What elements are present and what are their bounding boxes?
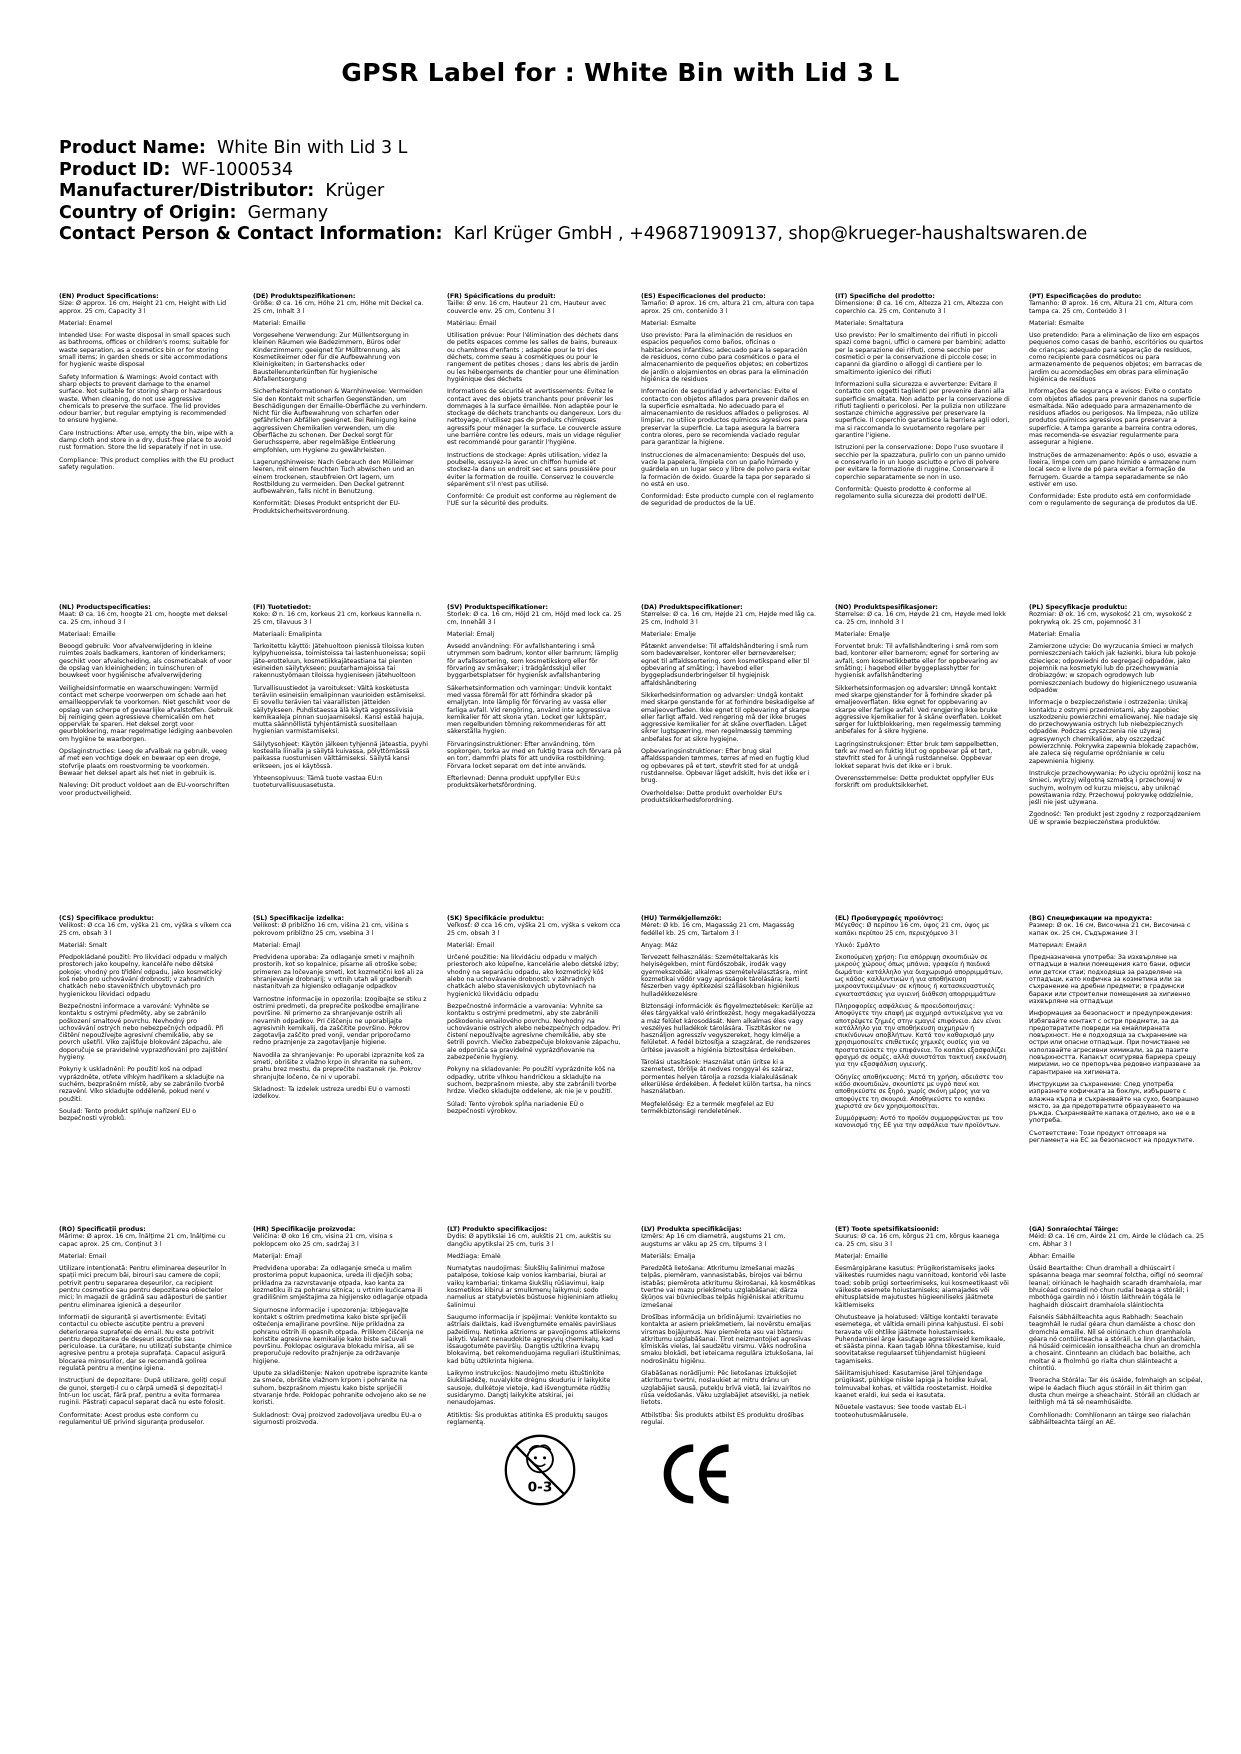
language-block-heading: (SL) Specifikacije izdelka: <box>253 915 345 922</box>
language-block-paragraph: Megfelelőség: Ez a termék megfelel az EU termékbiztonsági rendeletének. <box>641 1100 774 1115</box>
language-block-paragraph: Materiale: Emalje <box>835 630 890 638</box>
language-block-paragraph: Maat: Ø ca. 16 cm, hoogte 21 cm, hoogte met deksel ca. 25 cm, inhoud 3 l <box>59 611 228 626</box>
language-block-paragraph: Ohutusteave ja hoiatused: Vältige kontakti teravate esemetega, et vältida emaili pinna kahjustusi. Ei sobi teravate või ohtlike jäätmete hoiustamiseks. Puhendamisel ärge kasutage agressiivseid kemikaale, et säästa pinna. Kaan tagab lõhna tõkestamise, kuid soovitatakse regulaarset tühjendamist hügieeni tagamiseks. <box>835 1313 1006 1365</box>
ce-mark-icon <box>660 1440 736 1508</box>
language-block-paragraph: Dydis: Ø apytikslai 16 cm, aukštis 21 cm, aukštis su dangčiu apytikslai 25 cm, turis 3 l <box>447 1233 611 1248</box>
language-block-paragraph: Pokyny na skladovanie: Po použití vyprázdnite kôš na odpadky, utrite vlhkou handričkou a skladujte na suchom, bezprašnom mieste, aby ste zabránili tvorbe hrdze. Viečko skladujte oddelene, ak nie je v použití. <box>447 1066 617 1096</box>
language-block-paragraph: Informații de siguranță și avertismente: Evitați contactul cu obiecte ascuțite pentru a preveni deteriorarea suprafeței de email. Nu este potrivit pentru depozitarea de deșeuri ascuțite sau periculoase. La curățare, nu utilizați substanțe chimice agresive pentru a proteja suprafața. Capacul asigură blocarea mirosurilor, dar se recomandă golirea regulată pentru a menține igiena. <box>59 1313 232 1373</box>
language-block-paragraph: Instructions de stockage: Après utilisation, videz la poubelle, essuyez-la avec un chiffon humide et stockez-la dans un endroit sec et sans poussière pour éviter la formation de rouille. Conservez le couvercle séparément s'il n'est pas utilisé. <box>447 451 617 488</box>
language-block-paragraph: Material: Emaille <box>253 319 306 327</box>
language-block-heading: (GA) Sonraíochtaí Táirge: <box>1029 1226 1119 1233</box>
language-block-paragraph: Material: Enamel <box>59 319 113 327</box>
language-block-paragraph: Súlad: Tento výrobok spĺňa nariadenie EÚ o bezpečnosti výrobkov. <box>447 1100 584 1115</box>
language-block-paragraph: Utilisation prévue: Pour l'élimination des déchets dans de petits espaces comme les salles de bains, bureaux ou chambres d'enfants ; adaptée pour le tri des déchets, comme seau à cosmétiques ou pour le rangement de petites choses ; dans les abris de jardin ou les hébergements de chantier pour une élimination hygiénique des déchets <box>447 332 619 383</box>
language-block-paragraph: Koko: Ø n. 16 cm, korkeus 21 cm, korkeus kannella n. 25 cm, tilavuus 3 l <box>253 611 422 626</box>
language-block-paragraph: Materiál: Smalt <box>59 941 107 949</box>
language-block-paragraph: Sigurnosne informacije i upozorenja: Izbjegavajte kontakt s oštrim predmetima kako biste spriječili oštećenja emajlirane površine. Nije prikladna za pohranu oštrih ili opasnih otpada. Prilikom čišćenja ne koristite agresivne kemikalije kako biste sačuvali površinu. Poklopac osigurava blokadu mirisa, ali se preporučuje redovito pražnjenje za održavanje higijene. <box>253 1306 424 1365</box>
language-block-paragraph: Predviđena uporaba: Za odlaganje smeća u malim prostorima poput kupaonica, ureda ili dječjih soba; prikladna za razvrstavanje otpada, kao kanta za kozmetiku ili za pohranu sitnica; u vrtnim kućicama ili gradilišnim smještajima za higijensko odlaganje otpada <box>253 1265 428 1302</box>
language-row-3 <box>59 915 1204 1149</box>
language-block-paragraph: Izmērs: Ap 16 cm diametrā, augstums 21 cm, augstums ar vāku ap 25 cm, tilpums 3 l <box>641 1233 786 1248</box>
language-block <box>835 1226 1010 1431</box>
info-product-name <box>59 138 1201 160</box>
language-block-heading: (PL) Specyfikacje produktu: <box>1029 604 1128 611</box>
language-block <box>447 293 622 520</box>
language-block-paragraph: Størrelse: Ø ca. 16 cm, Højde 21 cm, Højde med låg ca. 25 cm, Indhold 3 l <box>641 611 816 626</box>
language-block-paragraph: Informacje o bezpieczeństwie i ostrzeżenia: Unikaj kontaktu z ostrymi przedmiotami, aby zapobiec uszkodzeniu powierzchni emaliowanej. Nie nadaje się do przechowywania ostrych lub niebezpiecznych odpadów. Podczas czyszczenia nie używaj agresywnych chemikaliów, aby oszczędzać powierzchnię. Pokrywka zapewnia blokadę zapachów, ale zaleca się regularne opróżnianie w celu zapewnienia higieny. <box>1029 699 1199 765</box>
language-block-paragraph: Overensstemmelse: Dette produktet oppfyller EUs forskrift om produktsikkerhet. <box>835 774 994 790</box>
language-block-heading: (HR) Specifikacije proizvoda: <box>253 1226 356 1233</box>
language-block-heading: (ES) Especificaciones del producto: <box>641 293 766 300</box>
language-block-paragraph: Предназначена употреба: За изхвърляне на отпадъци в малки помещения като бани, офиси или детски стаи; подходяща за разделяне на отпадъци, като кофичка за козметика или за съхранение на дребни предмети; в градински бараки или строителни помещения за хигиенно изхвърляне на отпадъци <box>1029 954 1191 1005</box>
language-block-paragraph: Atbilstība: Šis produkts atbilst ES produktu drošības regulai. <box>641 1411 804 1426</box>
language-block-paragraph: Tamanho: Ø aprox. 16 cm, Altura 21 cm, Altura com tampa ca. 25 cm, Conteúdo 3 l <box>1029 300 1193 315</box>
language-block <box>1029 293 1204 520</box>
language-block-paragraph: Numatytas naudojimas: Šiukšlių šalinimui mažose patalpose, tokiose kaip vonios kambariai, biurai ar vaikų kambariai; tinkama šiukšlių rūšiavimui, kaip kosmetikos kibirui ar smulkmenų laikymui; sodo namelius ar statybvietės būstuose higieniniam atliekų šalinimui <box>447 1265 618 1309</box>
language-row-4 <box>59 1226 1204 1431</box>
language-block-paragraph: Veličina: Ø oko 16 cm, visina 21 cm, visina s poklopcem oko 25 cm, sadržaj 3 l <box>253 1233 393 1248</box>
language-block-paragraph: Información de seguridad y advertencias: Evite el contacto con objetos afilados para prevenir daños en la superficie esmaltada. No adecuado para el almacenamiento de residuos afilados o peligrosos. Al limpiar, no utilice productos químicos agresivos para preservar la superficie. La tapa asegura la barrera contra olores, pero se recomienda vaciado regular para garantizar la higiene. <box>641 388 809 447</box>
language-block-paragraph: Compliance: This product complies with the EU product safety regulation. <box>59 456 234 471</box>
language-block-paragraph: Laikymo instrukcijos: Naudojimo metu ištuštinkite šiukšliadėžę, nuvalykite drėgnu skuduriu ir laikykite sausoje, dulkėtoje vietoje, kad išvengtumėte rūdžių susidarymo. Dangtį laikykite atskirai, jei nenaudojamas. <box>447 1370 611 1407</box>
language-block-paragraph: Drošības informācija un brīdinājumi: Izvairieties no kontakta ar asiem priekšmetiem, lai novērstu emaljas virsmas bojājumus. Nav piemērota asu vai bīstamu atkritumu uzglabāšanai. Tīrot neizmantojiet agresīvas ķīmiskās vielas, lai saudzētu virsmu. Vāks nodrošina smaku blokādi, bet ieteicama regulāra iztukšošana, lai nodrošinātu higiēnu. <box>641 1313 813 1365</box>
language-block-paragraph: Μέγεθος: Ø περίπου 16 cm, ύψος 21 cm, ύψος με καπάκι περίπου 25 cm, περιεχόμενο 3 l <box>835 922 990 937</box>
info-key: Manufacturer/Distributor: <box>59 181 315 201</box>
language-block-paragraph: Suurus: Ø ca. 16 cm, kõrgus 21 cm, kõrgus kaanega ca. 25 cm, sisu 3 l <box>835 1233 1000 1248</box>
info-value: Karl Krüger GmbH , +496871909137, shop@krueger-haushaltswaren.de <box>453 224 1088 244</box>
language-block <box>641 293 816 520</box>
language-block-paragraph: Conformitate: Acest produs este conform cu regulamentul UE privind siguranța produselor. <box>59 1411 205 1426</box>
language-block <box>447 604 622 831</box>
language-row-2 <box>59 604 1204 831</box>
language-block <box>253 915 428 1149</box>
language-block-heading: (PT) Especificações do produto: <box>1029 293 1142 300</box>
language-block-paragraph: Material: Emalj <box>447 630 495 638</box>
language-block-paragraph: Material: Esmalte <box>1029 319 1085 327</box>
language-block-paragraph: Ábhar: Emaille <box>1029 1252 1075 1260</box>
language-block-paragraph: Méret: Ø kb. 16 cm, Magasság 21 cm, Magasság fedéllel kb. 25 cm, Tartalom 3 l <box>641 922 795 937</box>
language-block-paragraph: Anyag: Máz <box>641 941 678 949</box>
language-block-paragraph: Tamaño: Ø aprox. 16 cm, altura 21 cm, altura con tapa aprox. 25 cm, contenido 3 l <box>641 300 815 315</box>
language-block-paragraph: Glabāšanas norādījumi: Pēc lietošanas iztukšojiet atkritumu tvertni, noslaukiet ar mitru drānu un uzglabājiet sausā, putekļu brīvā vietā, lai izvairītos no rūsa veidošanās. Vāku uzglabājiet atsevišķi, ja netiek lietots. <box>641 1370 811 1407</box>
language-block-paragraph: Instruções de armazenamento: Após o uso, esvazie a lixeira, limpe com um pano húmido e armazene num local seco e livre de pó para evitar a formação de ferrugem. Guarde a tampa separadamente se não estiver em uso. <box>1029 451 1198 488</box>
language-block <box>447 915 622 1149</box>
language-block-paragraph: Materiaal: Emaille <box>59 630 116 638</box>
language-block-heading: (ET) Toote spetsifikatsioonid: <box>835 1226 939 1233</box>
info-product-id <box>59 160 1201 182</box>
language-block-paragraph: Biztonsági információk és figyelmeztetések: Kerülje az éles tárgyakkal való érintkezést, hogy megakadályozza a máz felület károsodását. Nem alkalmas éles vagy veszélyes hulladékok tárolására. Tisztításkor ne használjon agresszív vegyszereket, hogy kímélje a felületet. A fedél biztosítja a szagzárat, de rendszeres ürítése javasolt a higiénia biztosítása érdekében. <box>641 1002 816 1054</box>
language-block-paragraph: Materjal: Emaille <box>835 1252 888 1260</box>
not-for-children-0-3-icon <box>502 1432 578 1508</box>
language-block-paragraph: Intended Use: For waste disposal in small spaces such as bathrooms, offices or children's rooms; suitable for waste separation, as a cosmetics bin or for storing small items; in garden sheds or site accommodations for hygienic waste disposal <box>59 332 231 369</box>
language-block-paragraph: Materiale: Smaltatura <box>835 319 904 327</box>
language-block-paragraph: Efterlevnad: Denna produkt uppfyller EU:s produktsäkerhetsförordning. <box>447 774 581 790</box>
language-block-paragraph: Care Instructions: After use, empty the bin, wipe with a damp cloth and store in a dry, dust-free place to avoid rust formation. Store the lid separately if not in use. <box>59 429 234 452</box>
language-block-heading: (SK) Špecifikácie produktu: <box>447 915 545 922</box>
language-block-paragraph: Material: Emajl <box>253 941 301 949</box>
language-block-heading: (DE) Produktspezifikationen: <box>253 293 356 300</box>
language-block-heading: (IT) Specifiche del prodotto: <box>835 293 935 300</box>
language-block-paragraph: Navodila za shranjevanje: Po uporabi izpraznite koš za smeti, obrišite z vlažno krpo in shranite na suhem, prahu brez mestu, da preprečite nastanek rje. Pokrov shranjujte ločeno, če ni v uporabi. <box>253 1051 425 1081</box>
svg-text:0-3: 0-3 <box>527 1479 553 1496</box>
language-block-paragraph: Tarkoitettu käyttö: Jätehuoltoon pienissä tiloissa kuten kylpyhuoneissa, toimistoissa tai lastenhuoneissa; sopii jäte-erotteluun, kosmetiikkajäteastiana tai pienten esineiden säilytykseen; puutarhamajoissa tai rakennustyömaan tiloissa hygieniseen jätehuoltoon <box>253 643 426 680</box>
language-block-paragraph: Faisnéis Sábháilteachta agus Rabhadh: Seachain teagmháil le rudaí géara chun damáiste a chosc don dromchla emaille. Níl sé oiriúnach chun dramhaíola géara nó contúirteacha a stóráil. Le linn glantacháin, ná húsáid ceimiceáin ionsaitheacha chun an dromchla a chosaint. Cinnteann an clúdach bac bolaithe, ach moltar é a fholmhú go rialta chun sláinteacht a chinntiú. <box>1029 1313 1201 1373</box>
language-block-paragraph: Eesmärgipärane kasutus: Prügikoristamiseks jaoks väikestes ruumides nagu vannitoad, kontorid või laste toad; sobib prügi sorteerimiseks, kui kosmeetikaast või väikeste esemete hoiustamiseks; aiamajades või ehitusplatside majutustes hügieeniliseks jäätmete käitlemiseks <box>835 1265 1009 1309</box>
info-country <box>59 203 1201 225</box>
language-block-paragraph: Lagerungshinweise: Nach Gebrauch den Mülleimer leeren, mit einem feuchten Tuch abwischen und an einem trockenen, staubfreien Ort lagern, um Rostbildung zu vermeiden. Den Deckel getrennt aufbewahren, falls nicht in Benutzung. <box>253 458 415 496</box>
language-block-paragraph: Informações de segurança e avisos: Evite o contato com objetos afiados para prevenir danos na superfície esmaltada. Não adequado para armazenamento de resíduos afiados ou perigosos. Na limpeza, não utilize produtos químicos agressivos para preservar a superfície. A tampa garante a barreira contra odores, mas recomenda-se esvaziar regularmente para assegurar a higiene. <box>1029 388 1201 447</box>
language-block-heading: (CS) Specifikace produktu: <box>59 915 154 922</box>
language-block-heading: (DA) Produktspecifikationer: <box>641 604 743 611</box>
language-block-paragraph: Forventet bruk: Til avfallshåndtering i små rom som bad, kontorer eller barnerom; egnet for sortering av avfall, som kosmetikkbøtte eller for oppbevaring av småting; i hagebod eller byggeplasshytter for hygienisk avfallshåndtering <box>835 643 999 680</box>
language-block-paragraph: Veľkosť: Ø cca 16 cm, výška 21 cm, výška s vekom cca 25 cm, obsah 3 l <box>447 922 621 937</box>
language-block-paragraph: Materijal: Emajl <box>253 1252 302 1260</box>
language-block-paragraph: Lagringsinstruksjoner: Etter bruk tøm søppelbøtten, tørk av med en fuktig klut og oppbevar på et tørt, støvfritt sted for å unngå rustdannelse. Oppbevar lokket separat hvis det ikke er i bruk. <box>835 740 999 770</box>
language-block-heading: (BG) Спецификации на продукта: <box>1029 915 1152 922</box>
language-block-paragraph: Predvidena uporaba: Za odlaganje smeti v majhnih prostorih, kot so kopalnice, pisarne ali otroške sobe; primeren za ločevanje smeti, kot kozmetični koš ali za shranjevanje drobnarij; v vrtnih utah ali gradbenih nastanitvah za higiensko odlaganje odpadkov <box>253 954 424 991</box>
info-contact <box>59 224 1201 246</box>
language-block-paragraph: Yhteensopivuus: Tämä tuote vastaa EU:n tuoteturvallisuusasetusta. <box>253 774 383 790</box>
language-block-paragraph: Dimensione: Ø ca. 16 cm, Altezza 21 cm, Altezza con coperchio ca. 25 cm, Contenuto 3 l <box>835 300 1004 315</box>
language-block-paragraph: Conformidad: Este producto cumple con el reglamento de seguridad de productos de la UE. <box>641 493 814 508</box>
language-block-paragraph: Informazioni sulla sicurezza e avvertenze: Evitare il contatto con oggetti taglienti per prevenire danni alla superficie smaltata. Non adatto per la conservazione di rifiuti taglienti o pericolosi. Per la pulizia non utilizzare sostanze chimiche aggressive per preservare la superficie. Il coperchio garantisce la barriera agli odori, ma si raccomanda lo svuotamento regolare per garantire l'igiene. <box>835 380 1010 440</box>
language-block-paragraph: Materiaali: Emalipinta <box>253 630 322 638</box>
language-block-paragraph: Material: Esmalte <box>641 319 697 327</box>
language-block <box>835 293 1010 520</box>
language-block <box>1029 915 1204 1149</box>
language-block-paragraph: Instrukcje przechowywania: Po użyciu opróżnij kosz na śmieci, wytrzyj wilgotną szmatką i przechowuj w suchym, wolnym od kurzu miejscu, aby uniknąć powstawania rdzy. Przechowuj pokrywkę oddzielnie, jeśli nie jest używana. <box>1029 769 1201 807</box>
language-block-paragraph: Förvaringsinstruktioner: Efter användning, töm sopkorgen, torka av med en fuktig trasa och förvara på en torr, dammfri plats för att undvika rostbildning. Förvara locket separat om det inte används. <box>447 740 622 770</box>
language-block-paragraph: Úsáid Beartaithe: Chun dramhaíl a dhiúscairt i spásanna beaga mar seomraí folctha, oifigí nó seomraí leanaí; oiriúnach le haghaidh scaradh dramhaíola, mar bhuicéad cosmaidí nó chun rudaí beaga a stóráil; i mbothóga gairdín nó i lóistín láithreáin tógála le haghaidh diúscairt dramhaíola sláintíochta <box>1029 1265 1203 1309</box>
language-block-paragraph: Saugumo informacija ir įspėjimai: Venkite kontakto su aštriais daiktais, kad išvengtumėte emalės paviršiaus pažeidimų. Netinka aštrioms ar pavojingoms atliekoms laikyti. Valant nenaudokite agresyvių chemikalų, kad išsaugotumėte paviršių. Dangtis užtikrina kvapų blokavimą, bet rekomenduojama reguliari ištuštinimas, kad būtų užtikrinta higiena. <box>447 1313 621 1365</box>
language-block-paragraph: Medžiaga: Emalė <box>447 1252 501 1260</box>
language-block-paragraph: Sikkerhedsinformation og advarsler: Undgå kontakt med skarpe genstande for at forhindre beskadigelse af emaljeoverfladen. Ikke egnet til opbevaring af skarpe eller farligt affald. Ved rengøring må der ikke bruges aggressive kemikalier for at skåne overfladen. Låget sikrer lugtspærring, men regelmæssig tømming anbefales for at sikre hygiejne. <box>641 691 815 743</box>
language-block-heading: (NO) Produktspesifikasjoner: <box>835 604 938 611</box>
language-block-paragraph: Paredzētā lietošana: Atkritumu izmešanai mazās telpās, piemēram, vannasistabās, birojos vai bērnu istabās; piemērota atkritumu šķirošanai, kā kosmētikas tvertne vai mazu priekšmetu uzglabāšanai; dārza šķūņos vai būvniecības telpās higiēniskai atkritumu izmešanai <box>641 1265 816 1309</box>
language-block-paragraph: Turvallisuustiedot ja varoitukset: Vältä kosketusta teräviin esineisiin emalipinnan vaurioiden estämiseksi. Ei sovellu terävien tai vaarallisten jätteiden säilytykseen. Puhdistaessa älä käytä aggressiivisia kemikaaleja pinnan suojaamiseksi. Kansi estää hajuja, mutta säännöllistä tyhjentämistä suositellaan hygienian varmistamiseksi. <box>253 684 426 736</box>
language-block <box>447 1226 622 1431</box>
language-block-paragraph: Skladnost: Ta izdelek ustreza uredbi EU o varnosti izdelkov. <box>253 1085 410 1101</box>
info-value: Germany <box>247 202 329 223</box>
language-block-paragraph: Säkerhetsinformation och varningar: Undvik kontakt med vassa föremål för att förhindra skador på emaljytan. Inte lämplig för förvaring av vassa eller farliga avfall. Vid rengöring, använd inte aggressiva kemikalier för att skona ytan. Locket ger luktspärr, men regelbunden tömning rekommenderas för att säkerställa hygien. <box>447 684 612 736</box>
language-block-paragraph: Zamierzone użycie: Do wyrzucania śmieci w małych pomieszczeniach takich jak łazienki, biura lub pokoje dziecięce; odpowiedni do segregacji odpadów, jako pojemnik na kosmetyki lub do przechowywania drobiazgów; w szopach ogrodowych lub pomieszczeniach budowy do higienicznego usuwania odpadów <box>1029 643 1197 694</box>
info-key: Country of Origin: <box>59 202 237 223</box>
language-block <box>1029 604 1204 831</box>
language-block-paragraph: Istruzioni per la conservazione: Dopo l'uso svuotare il secchio per la spazzatura, pulirlo con un panno umido e conservarlo in un luogo asciutto e privo di polvere per evitare la formazione di ruggine. Conservare il coperchio separatamente se non in uso. <box>835 444 1006 481</box>
language-block-paragraph: Materiał: Emalia <box>1029 630 1081 638</box>
language-block-paragraph: Opbevaringsinstruktioner: Efter brug skal affaldsspanden tømmes, tørres af med en fugtig klud og opbevares på et tørt, støvfrit sted for at undgå rustdannelse. Opbevar låget adskilt, hvis det ikke er i brug. <box>641 748 810 785</box>
language-block-paragraph: Säilytysohjeet: Käytön jälkeen tyhjennä jäteastia, pyyhi kostealla liinalla ja säilytä kuivassa, pölyttömässä paikassa ruostumisen välttämiseksi. Säilytä kansi erikseen, jos ei käytössä. <box>253 740 428 770</box>
info-manufacturer <box>59 181 1201 203</box>
language-block-paragraph: Safety Information & Warnings: Avoid contact with sharp objects to prevent damage to the enamel surface. Not suitable for storing sharp or hazardous waste. When cleaning, do not use aggressive chemicals to preserve the surface. The lid provides odour barrier, but regular emptying is recommended to ensure hygiene. <box>59 373 227 425</box>
language-block-paragraph: Uso pretendido: Para a eliminação de lixo em espaços pequenos como casas de banho, escritórios ou quartos de crianças; adequado para separação de resíduos, como recipiente para cosméticos ou para armazenamento de pequenos objetos; em barracas de jardim ou acomodações em obras para eliminação higiénica de resíduos <box>1029 332 1204 383</box>
language-block-paragraph: Konformität: Dieses Produkt entspricht der EU-Produktsicherheitsverordnung. <box>253 500 401 515</box>
language-block-paragraph: Bezpečnostné informácie a varovania: Vyhnite sa kontaktu s ostrými predmetmi, aby ste zabránili poškodeniu emailového povrchu. Nevhodný na uchovávanie ostrých alebo nebezpečných odpadov. Pri čistení nepoužívajte agresívne chemikálie, aby ste šetrili povrch. Viečko zabezpečuje blokovanie zápachu, ale odporúča sa pravidelné vyprázdňovanie na zabezpečenie hygieny. <box>447 1002 621 1062</box>
language-block-paragraph: Материал: Емайл <box>1029 941 1087 949</box>
language-block-paragraph: Påtænkt anvendelse: Til affaldshåndtering i små rum som badeværelser, kontorer eller børneværelser; egnet til affaldssortering, som kosmetikspand eller til opbevaring af småting; i havebod eller byggepladsunderbringelser til hygiejnisk affaldshåndtering <box>641 643 810 687</box>
language-block-paragraph: Informations de sécurité et avertissements: Évitez le contact avec des objets tranchants pour prévenir les dommages à la surface émaillée. Non adaptée pour le stockage de déchets tranchants ou dangereux. Lors du nettoyage, n'utilisez pas de produits chimiques agressifs pour ménager la surface. Le couvercle assure une barrière contre les odeurs, mais un vidage régulier est recommandé pour garantir l'hygiène. <box>447 388 622 447</box>
language-block-paragraph: Tervezett felhasználás: Szemételtakarás kis helyiségekben, mint fürdőszobák, irodák vagy gyermekszobák; alkalmas szemételválasztásra, mint kozmetikai vödör vagy apróságok tárolására; kerti fészerben vagy építkezési szállásokban higiénikus hulladékkezelésre <box>641 954 808 998</box>
language-block <box>1029 1226 1204 1431</box>
language-block-paragraph: Treoracha Stórála: Tar éis úsáide, folmhaigh an scipéal, wipe le éadach fliuch agus stóráil in áit thirim gan dusta chun meirge a sheachaint. Stóráil an clúdach ar leithligh má tá sé neamhúsáidte. <box>1029 1377 1203 1407</box>
language-block <box>835 604 1010 831</box>
language-block-paragraph: Conformità: Questo prodotto è conforme al regolamento sulla sicurezza dei prodotti dell'UE. <box>835 485 988 501</box>
language-block-paragraph: Materiál: Email <box>447 941 495 949</box>
language-block-paragraph: Conformité: Ce produit est conforme au règlement de l'UE sur la sécurité des produits. <box>447 493 617 508</box>
language-block-paragraph: Materiāls: Emalja <box>641 1252 696 1260</box>
language-block-paragraph: Beoogd gebruik: Voor afvalverwijdering in kleine ruimtes zoals badkamers, kantoren of kinderkamers; geschikt voor afvalscheiding, als cosmeticabak of voor de opslag van kleinigheden; in tuinschuren of bouwkeet voor hygiënische afvalverwijdering <box>59 643 232 680</box>
language-block-heading: (LT) Produkto specifikacijos: <box>447 1226 548 1233</box>
page-title: GPSR Label for : White Bin with Lid 3 L <box>341 58 900 87</box>
info-value: Krüger <box>325 181 385 201</box>
language-block-paragraph: Material: Email <box>59 1252 107 1260</box>
language-block <box>835 915 1010 1149</box>
language-block-heading: (LV) Produkta specifikācijas: <box>641 1226 742 1233</box>
language-block-paragraph: Opslaginstructies: Leeg de afvalbak na gebruik, veeg af met een vochtige doek en bewaar op een droge, stofvrije plaats om roestvorming te voorkomen. Bewaar het deksel apart als het niet in gebruik is. <box>59 748 227 777</box>
language-block-paragraph: Размер: Ø ок. 16 см, Височина 21 см, Височина с капак ок. 25 см, Съдържание 3 l <box>1029 922 1191 937</box>
language-block-paragraph: Vorgesehene Verwendung: Zur Müllentsorgung in kleinen Räumen wie Badezimmern, Büros oder Kinderzimmern; geeignet für Mülltrennung, als Kosmetikeimer oder für die Aufbewahrung von Kleinigkeiten; in Gartenshacks oder Baustellenunterkünften für hygienische Abfallentsorgung <box>253 332 409 383</box>
language-block-paragraph: Velikost: Ø približno 16 cm, višina 21 cm, višina s pokrovom približno 25 cm, vsebina 3 l <box>253 922 409 937</box>
language-block-paragraph: Bezpečnostní informace a varování: Vyhněte se kontaktu s ostrými předměty, aby se zabránilo poškození smaltové povrchu. Nevhodný pro uchovávání ostrých nebo nebezpečných odpadů. Při čištění nepoužívejte agresivní chemikálie, aby se povrch ušetřil. Víko zajišťuje blokování zápachu, ale doporučuje se pravidelné vyprazdňování pro zajištění hygieny. <box>59 1002 228 1062</box>
language-block-heading: (SV) Produktspecifikationer: <box>447 604 548 611</box>
language-block-paragraph: Säilitamisjuhised: Kasutamise järel tühjendage prügikast, pühkige niiske lapiga ja hoidke kuival, tolmuvabal kohas, et vältida roostetamist. Hoidke kaanet eraldi, kui seda ei kasutata. <box>835 1370 992 1399</box>
language-block-paragraph: Materiale: Emalje <box>641 630 696 638</box>
language-block-paragraph: Οδηγίες αποθήκευσης: Μετά τη χρήση, αδειάστε τον κάδο σκουπιδιών, σκουπίστε με υγρό πανί και αποθηκεύστε σε ξηρό, χωρίς σκόνη μέρος για να αποφύγετε τη σκουριά. Αποθηκεύστε το καπάκι χωριστά αν δεν χρησιμοποιείται. <box>835 1073 1004 1110</box>
language-block-paragraph: Předpokládané použití: Pro likvidaci odpadu v malých prostorech jako koupelny, kanceláře nebo dětské pokoje; vhodný pro třídění odpadu, jako kosmetický koš nebo pro uchovávání drobností; v zahradních chatkách nebo stavenišťních ubytovnách pro hygienickou likvidaci odpadu <box>59 954 228 998</box>
language-block-paragraph: Atitiktis: Šis produktas atitinka ES produktų saugos reglamentą. <box>447 1411 608 1426</box>
language-block-paragraph: Taille: Ø env. 16 cm, Hauteur 21 cm, Hauteur avec couvercle env. 25 cm, Contenu 3 l <box>447 300 607 315</box>
language-block <box>253 1226 428 1431</box>
language-block-paragraph: Nõuetele vastavus: See toode vastab EL-i tooteohutusmäärusele. <box>835 1404 967 1419</box>
language-block-paragraph: Συμμόρφωση: Αυτό το προϊόν συμμορφώνεται με τον κανονισμό της ΕΕ για την ασφάλεια των προϊόντων. <box>835 1115 1003 1130</box>
language-block-heading: (HU) Termékjellemzők: <box>641 915 722 922</box>
product-info <box>59 138 1201 246</box>
language-block-paragraph: Uso previsto: Para la eliminación de residuos en espacios pequeños como baños, oficinas o habitaciones infantiles; adecuado para la separación de residuos, como cubo para cosméticos o para el almacenamiento de pequeños objetos; en cobertizos de jardín o alojamientos en obras para la eliminación higiénica de residuos <box>641 332 809 383</box>
language-block-heading: (FI) Tuotetiedot: <box>253 604 312 611</box>
language-block-paragraph: Size: Ø approx. 16 cm, Height 21 cm, Height with Lid approx. 25 cm, Capacity 3 l <box>59 300 227 315</box>
language-block <box>253 293 428 520</box>
info-value: White Bin with Lid 3 L <box>217 138 408 158</box>
language-block-paragraph: Størrelse: Ø ca. 16 cm, Høyde 21 cm, Høyde med lokk ca. 25 cm, Innhold 3 l <box>835 611 1006 626</box>
language-block <box>59 604 234 831</box>
language-block-paragraph: Информация за безопасност и предупреждения: Избягвайте контакт с остри предмети, за да предотвратите повреди на емайлираната повърхност. Не е подходяща за съхранение на остри или опасни отпадъци. При почистване не използвайте агресивни химикали, за да пазите повърхността. Капакът осигурява бариера срещу миризми, но се препоръчва редовно изпразване за гарантиране на хигиената. <box>1029 1010 1201 1076</box>
language-block-paragraph: Matériau: Émail <box>447 319 497 327</box>
language-block-heading: (NL) Productspecificaties: <box>59 604 151 611</box>
language-block-paragraph: Varnostne informacije in opozorila: Izogibajte se stiku z ostrimi predmeti, da preprečite poškodbe emajlirane površine. Ni primerno za shranjevanje ostrih ali nevarnih odpadkov. Pri čiščenju ne uporabljajte agresivnih kemikalij, da zaščitite površino. Pokrov zagotavlja zaščito pred vonji, vendar priporočamo redno praznjenje za zagotavljanje higiene. <box>253 995 427 1047</box>
language-block-paragraph: Overholdelse: Dette produkt overholder EU's produktsikkerhedsforordning. <box>641 789 783 804</box>
language-block-paragraph: Sikkerhetsinformasjon og advarsler: Unngå kontakt med skarpe gjenstander for å forhindre skader på emaljeoverflaten. Ikke egnet for oppbevaring av skarpe eller farlige avfall. Ved rengjøring ikke bruke aggressive kjemikalier for å skåne overflaten. Lokket sørger for luktblokkering, men regelmessig tømming anbefales for å sikre hygiene. <box>835 684 1002 736</box>
language-block <box>59 293 234 520</box>
language-block-paragraph: Инструкции за съхранение: След употреба изпразнете кофичката за боклук, избършете с влажна кърпа и съхранявайте на сухо, безпрашно място, за да предотвратите образуването на ръжда. Съхранявайте капака отделно, ако не е в употреба. <box>1029 1080 1199 1125</box>
language-block-paragraph: Instrucciones de almacenamiento: Después del uso, vacíe la papelera, límpiela con un paño húmedo y guárdela en un lugar seco y libre de polvo para evitar la formación de óxido. Guarde la tapa por separado si no está en uso. <box>641 451 811 488</box>
language-block <box>59 915 234 1149</box>
language-block-paragraph: Storlek: Ø ca. 16 cm, Höjd 21 cm, Höjd med lock ca. 25 cm, Innehåll 3 l <box>447 611 622 626</box>
language-block-paragraph: Méid: Ø ca. 16 cm, Airde 21 cm, Airde le clúdach ca. 25 cm, Ábhar 3 l <box>1029 1233 1204 1248</box>
language-block-paragraph: Veiligheidsinformatie en waarschuwingen: Vermijd contact met scherpe voorwerpen om schade aan het emailleoppervlak te voorkomen. Niet geschikt voor de opslag van scherpe of gevaarlijke afvalstoffen. Gebruik bij reiniging geen agressieve chemicaliën om het oppervlak te sparen. Het deksel zorgt voor geurblokkering, maar regelmatige lediging aanbevolen om hygiëne te waarborgen. <box>59 684 233 743</box>
language-block-paragraph: Съответствие: Този продукт отговаря на регламента на ЕС за безопасност на продуктите. <box>1029 1129 1195 1145</box>
language-block-paragraph: Tárolási utasítások: Használat után ürítse ki a szemetest, törölje át nedves ronggyal és száraz, pormentes helyen tárolja a rozsda kialakulásának elkerülése érdekében. A fedelet külön tartsa, ha nincs használatban. <box>641 1059 811 1096</box>
language-block-heading: (RO) Specificații produs: <box>59 1226 146 1233</box>
language-block <box>641 915 816 1149</box>
language-block-paragraph: Sicherheitsinformationen & Warnhinweise: Vermeiden Sie den Kontakt mit scharfen Gegenständen, um Beschädigungen der Emaille-Oberfläche zu verhindern. Nicht für die Aufbewahrung von scharfen oder gefährlichen Abfällen geeignet. Bei Reinigung keine aggressiven Chemikalien verwenden, um die Oberfläche zu schonen. Der Deckel sorgt für Geruchssperre, aber regelmäßige Entleerung empfohlen, um Hygiene zu gewährleisten. <box>253 388 428 454</box>
language-block-paragraph: Größe: Ø ca. 16 cm, Höhe 21 cm, Höhe mit Deckel ca. 25 cm, Inhalt 3 l <box>253 300 424 315</box>
language-block-paragraph: Zgodność: Ten produkt jest zgodny z rozporządzeniem UE w sprawie bezpieczeństwa produktów. <box>1029 811 1201 826</box>
language-block-paragraph: Soulad: Tento produkt splňuje nařízení EU o bezpečnosti výrobků. <box>59 1107 197 1123</box>
language-block-paragraph: Comhlíonadh: Comhlíonann an táirge seo rialachán sábháilteachta táirgí an AE. <box>1029 1411 1191 1426</box>
language-block-paragraph: Σκοπούμενη χρήση: Για απόρριψη σκουπιδιών σε μικρούς χώρους όπως μπάνια, γραφεία ή παιδικά δωμάτια· κατάλληλο για διαχωρισμό απορριμμάτων, ως κάδος καλλυντικών ή για αποθήκευση μικροαντικειμένων· σε κήπους ή κατασκευαστικές εγκαταστάσεις για υγιεινή διάθεση απορριμμάτων <box>835 954 1003 998</box>
info-key: Contact Person & Contact Information: <box>59 224 443 244</box>
language-block-paragraph: Určené použitie: Na likvidáciu odpadu v malých priestoroch ako kúpeľne, kancelárie alebo detské izby; vhodný na separáciu odpadu, ako kozmetický kôš alebo na uchovávanie drobností; v záhradných chatkách alebo staveniskových ubytovniach na hygienickú likvidáciu odpadu <box>447 954 619 998</box>
language-block-paragraph: Pokyny k uskladnění: Po použití koš na odpad vyprázdněte, otřete vlhkým hadříkem a skladujte na suchém, bezprašném místě, aby se zabránilo tvorbě rezavění. Víko skladujte odděleně, pokud není v použití. <box>59 1066 225 1103</box>
language-block <box>641 604 816 831</box>
language-block-heading: (EL) Προδιαγραφές προϊόντος: <box>835 915 944 922</box>
language-block-paragraph: Velikost: Ø cca 16 cm, výška 21 cm, výška s víkem cca 25 cm, obsah 3 l <box>59 922 232 937</box>
language-block <box>253 604 428 831</box>
language-block <box>641 1226 816 1431</box>
info-key: Product ID: <box>59 159 171 180</box>
language-block-heading: (EN) Product Specifications: <box>59 293 159 300</box>
language-block-paragraph: Upute za skladištenje: Nakon upotrebe ispraznite kante za smeće, obrišite vlažnom krpom i pohranite na suhom, bezprašnom mjestu kako biste spriječili stvaranje hrđe. Poklopac pohranite odvojeno ako se ne koristi. <box>253 1370 428 1407</box>
language-block-paragraph: Υλικό: Σμάλτο <box>835 941 880 949</box>
language-block-paragraph: Instrucțiuni de depozitare: După utilizare, goliți coșul de gunoi, ștergeți-l cu o cârpă umedă și depozitați-l într-un loc uscat, fără praf, pentru a evita formarea ruginii. Păstrați capacul separat dacă nu este folosit. <box>59 1377 226 1407</box>
language-block-heading: (FR) Spécifications du produit: <box>447 293 556 300</box>
language-block-paragraph: Naleving: Dit product voldoet aan de EU-voorschriften voor productveiligheid. <box>59 782 230 797</box>
language-block-paragraph: Sukladnost: Ovaj proizvod zadovoljava uredbu EU-a o sigurnosti proizvoda. <box>253 1411 422 1426</box>
language-block-paragraph: Avsedd användning: För avfallshantering i små utrymmen som badrum, kontor eller barnrum; lämplig för avfallssortering, som kosmetikskorg eller för förvaring av småsaker; i trädgårdsskjul eller byggarbetsplatser för hygienisk avfallshantering <box>447 643 619 680</box>
language-block-paragraph: Utilizare intenționată: Pentru eliminarea deșeurilor în spații mici precum băi, birouri sau camere de copii; potrivit pentru separarea deșeurilor, ca recipient pentru cosmetice sau pentru depozitarea obiectelor mici; în magazii de grădină sau adăposturi de șantier pentru eliminarea igienică a deșeurilor <box>59 1265 227 1309</box>
language-block-paragraph: Mărime: Ø aprox. 16 cm, înălțime 21 cm, înălțime cu capac aprox. 25 cm, Conținut 3 l <box>59 1233 226 1248</box>
language-block-paragraph: Uso previsto: Per lo smaltimento dei rifiuti in piccoli spazi come bagni, uffici o camere per bambini; adatto per la separazione dei rifiuti, come secchio per cosmetici o per la conservazione di piccole cose; in capanni da giardino o alloggi di cantiere per lo smaltimento igienico dei rifiuti <box>835 332 1006 376</box>
info-value: WF-1000534 <box>181 159 294 180</box>
language-row-1 <box>59 293 1204 520</box>
language-block-paragraph: Πληροφορίες ασφάλειας & προειδοποιήσεις: Αποφύγετε την επαφή με αιχμηρά αντικείμενα για να αποτρέψετε ζημιές στην εμαγιέ επιφάνεια. Δεν είναι κατάλληλο για την αποθήκευση αιχμηρών ή επικίνδυνων αποβλήτων. Κατά τον καθαρισμό μην χρησιμοποιείτε επιθετικές χημικές ουσίες για να προστατεύσετε την επιφάνεια. Το καπάκι εξασφαλίζει φραγμό σε οσμές, αλλά συνιστάται τακτική εκκένωση για την εξασφάλιση υγιεινής. <box>835 1002 1007 1069</box>
info-key: Product Name: <box>59 138 206 158</box>
language-block-paragraph: Rozmiar: Ø ok. 16 cm, wysokość 21 cm, wysokość z pokrywką ok. 25 cm, pojemność 3 l <box>1029 611 1192 626</box>
language-block <box>59 1226 234 1431</box>
language-block-paragraph: Conformidade: Este produto está em conformidade com o regulamento de segurança de produtos da UE. <box>1029 493 1198 508</box>
